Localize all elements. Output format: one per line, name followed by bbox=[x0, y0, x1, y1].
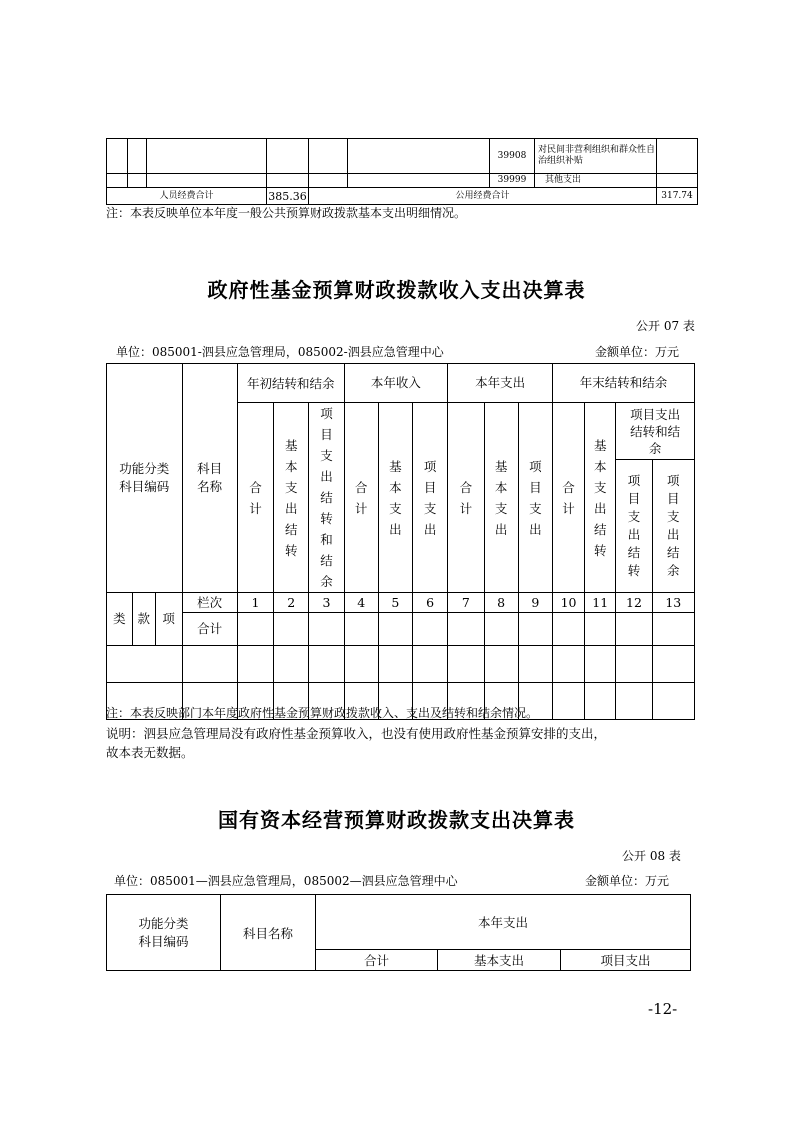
public-total-label: 公用经费合计 bbox=[309, 188, 657, 205]
end-proj-group-header: 项目支出结转和结余 bbox=[616, 403, 695, 460]
column-number-row bbox=[107, 593, 695, 613]
table-row bbox=[107, 646, 695, 683]
col-number: 13 bbox=[652, 593, 694, 613]
govt-fund-table bbox=[106, 363, 695, 720]
func-code-header: 功能分类 科目编码 bbox=[107, 895, 221, 971]
basic-header: 基本支出 bbox=[438, 950, 561, 971]
table-number: 公开 07 表 bbox=[636, 319, 695, 333]
lanci-label: 栏次 bbox=[182, 593, 237, 613]
total-row bbox=[107, 188, 698, 205]
subject-name-header: 科目名称 bbox=[221, 895, 316, 971]
amount-unit-label: 金额单位：万元 bbox=[595, 345, 680, 359]
end-proj-surplus-header: 项目支出结余 bbox=[652, 460, 694, 593]
personnel-total-label: 人员经费合计 bbox=[107, 188, 267, 205]
page-title-govt-fund: 政府性基金预算财政拨款收入支出决算表 bbox=[207, 278, 586, 302]
col-number: 2 bbox=[274, 593, 309, 613]
page-title-state-capital: 国有资本经营预算财政拨款支出决算表 bbox=[218, 808, 575, 832]
page-number: -12- bbox=[648, 1000, 678, 1018]
col-number: 3 bbox=[309, 593, 344, 613]
income-basic-header: 基本支出 bbox=[378, 403, 412, 593]
expense-project-header: 项目支出 bbox=[518, 403, 552, 593]
row-code: 39999 bbox=[490, 174, 535, 188]
row-name: 其他支出 bbox=[535, 174, 657, 188]
heji-label: 合计 bbox=[182, 613, 237, 646]
header-row bbox=[107, 364, 695, 403]
table-number: 公开 08 表 bbox=[622, 849, 681, 863]
col-number: 6 bbox=[413, 593, 448, 613]
col-number: 8 bbox=[484, 593, 518, 613]
note-basic-expense: 注：本表反映单位本年度一般公共预算财政拨款基本支出明细情况。 bbox=[106, 206, 467, 220]
end-proj-carry-header: 项目支出结转 bbox=[616, 460, 652, 593]
end-balance-header: 年末结转和结余 bbox=[552, 364, 694, 403]
unit-label: 单位：085001-泗县应急管理局，085002-泗县应急管理中心 bbox=[116, 345, 444, 359]
total-header: 合计 bbox=[316, 950, 438, 971]
income-header: 本年收入 bbox=[344, 364, 448, 403]
begin-proj-carry-surplus-header: 项目支出结转和结余 bbox=[309, 403, 344, 593]
expense-header: 本年支出 bbox=[316, 895, 691, 950]
func-code-header: 功能分类科目编码 bbox=[107, 364, 183, 593]
begin-total-header: 合计 bbox=[237, 403, 273, 593]
col-number: 5 bbox=[378, 593, 412, 613]
income-project-header: 项目支出 bbox=[413, 403, 448, 593]
expense-basic-header: 基本支出 bbox=[484, 403, 518, 593]
explanation-line-2: 故本表无数据。 bbox=[106, 745, 194, 760]
col-number: 7 bbox=[448, 593, 484, 613]
personnel-total-value: 385.36 bbox=[268, 189, 307, 203]
row-name: 对民间非营利组织和群众性自治组织补贴 bbox=[535, 139, 657, 174]
public-total-value: 317.74 bbox=[657, 188, 698, 205]
note-govt-fund: 注：本表反映部门本年度政府性基金预算财政拨款收入、支出及结转和结余情况。 bbox=[106, 706, 539, 720]
header-row bbox=[107, 895, 691, 950]
subject-name-header: 科目名称 bbox=[182, 364, 237, 593]
state-capital-table bbox=[106, 894, 691, 971]
col-number: 4 bbox=[344, 593, 378, 613]
begin-balance-header: 年初结转和结余 bbox=[237, 364, 344, 403]
col-number: 9 bbox=[518, 593, 552, 613]
table-row bbox=[107, 174, 698, 188]
total-row bbox=[107, 613, 695, 646]
begin-basic-carry-header: 基本支出结转 bbox=[274, 403, 309, 593]
table-row bbox=[107, 139, 698, 174]
col-number: 11 bbox=[585, 593, 616, 613]
col-number: 12 bbox=[616, 593, 652, 613]
row-code: 39908 bbox=[490, 139, 535, 174]
expense-total-header: 合计 bbox=[448, 403, 484, 593]
col-number: 10 bbox=[552, 593, 584, 613]
basic-expense-detail-table bbox=[106, 138, 698, 205]
end-total-header: 合计 bbox=[552, 403, 584, 593]
end-basic-carry-header: 基本支出结转 bbox=[585, 403, 616, 593]
project-header: 项目支出 bbox=[561, 950, 691, 971]
explanation-line-1: 说明：泗县应急管理局没有政府性基金预算收入，也没有使用政府性基金预算安排的支出， bbox=[106, 726, 607, 741]
lei-kuan-xiang-cell: 类 款 项 bbox=[107, 593, 183, 646]
amount-unit-label: 金额单位：万元 bbox=[585, 874, 670, 888]
unit-label: 单位：085001—泗县应急管理局，085002—泗县应急管理中心 bbox=[114, 874, 458, 888]
income-total-header: 合计 bbox=[344, 403, 378, 593]
expense-header: 本年支出 bbox=[448, 364, 553, 403]
col-number: 1 bbox=[237, 593, 273, 613]
